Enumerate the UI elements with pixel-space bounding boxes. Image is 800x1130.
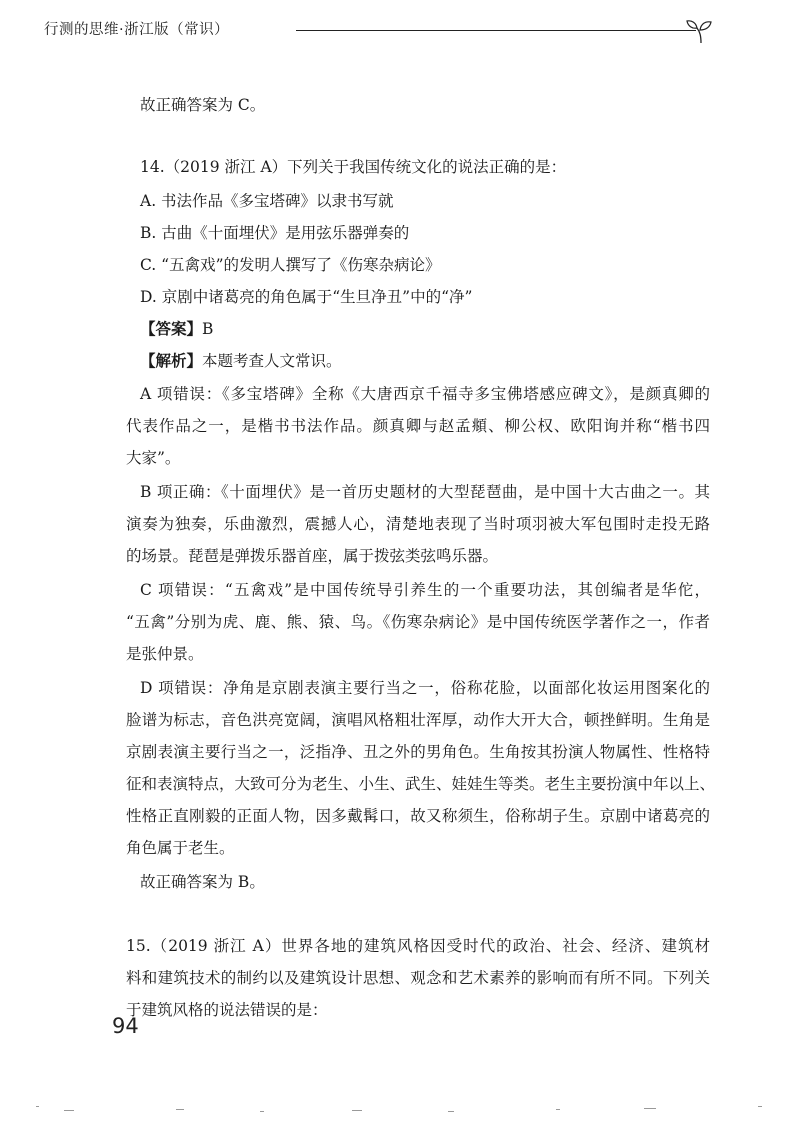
header-rule [296, 30, 696, 31]
para-d-line-3: 京剧表演主要行当之一，泛指净、丑之外的男角色。生角按其扮演人物属性、性格特 [126, 743, 710, 761]
q14-analysis [140, 351, 342, 371]
q15-stem-line-3: 于建筑风格的说法错误的是： [126, 1001, 328, 1019]
answer-label: 【答案】 [140, 319, 203, 338]
answer-value: B [202, 320, 214, 338]
q14-stem: 14.（2019 浙江 A）下列关于我国传统文化的说法正确的是： [140, 158, 567, 176]
para-b-line-1: B 项正确：《十面埋伏》是一首历史题材的大型琵琶曲，是中国十大古曲之一。其 [140, 483, 710, 501]
para-b-line-2: 演奏为独奏，乐曲激烈，震撼人心，清楚地表现了当时项羽被大军包围时走投无路 [126, 515, 710, 533]
para-a-line-2: 代表作品之一，是楷书书法作品。颜真卿与赵孟頫、柳公权、欧阳询并称“楷书四 [126, 417, 710, 435]
para-c-line-3: 是张仲景。 [126, 645, 204, 663]
para-c-line-2: “五禽”分别为虎、鹿、熊、猿、鸟。《伤寒杂病论》是中国传统医学著作之一，作者 [126, 613, 710, 631]
q15-stem-line-1: 15.（2019 浙江 A）世界各地的建筑风格因受时代的政治、社会、经济、建筑材 [126, 937, 710, 955]
q14-option-a: A. 书法作品《多宝塔碑》以隶书写就 [140, 192, 394, 210]
para-a-line-3: 大家”。 [126, 449, 181, 467]
q14-option-b: B. 古曲《十面埋伏》是用弦乐器弹奏的 [140, 224, 410, 242]
page-number: 94 [112, 1014, 139, 1038]
q14-answer [140, 319, 213, 339]
para-d-line-6: 角色属于老生。 [126, 839, 235, 857]
scan-specks [0, 1100, 800, 1130]
q14-option-d: D. 京剧中诸葛亮的角色属于“生旦净丑”中的“净” [140, 288, 473, 306]
q15-stem-line-2: 料和建筑技术的制约以及建筑设计思想、观念和艺术素养的影响而有所不同。下列关 [126, 969, 710, 987]
previous-conclusion: 故正确答案为 C。 [140, 96, 266, 114]
q14-conclusion: 故正确答案为 B。 [140, 873, 265, 891]
para-d-line-1: D 项错误：净角是京剧表演主要行当之一，俗称花脸，以面部化妆运用图案化的 [140, 679, 710, 697]
para-b-line-3: 的场景。琵琶是弹拨乐器首座，属于拨弦类弦鸣乐器。 [126, 547, 499, 565]
para-d-line-2: 脸谱为标志，音色洪亮宽阔，演唱风格粗壮浑厚，动作大开大合，顿挫鲜明。生角是 [126, 711, 710, 729]
header-title: 行测的思维·浙江版（常识） [44, 22, 230, 38]
para-c-line-1: C 项错误：“五禽戏”是中国传统导引养生的一个重要功法，其创编者是华佗， [140, 581, 710, 599]
para-d-line-5: 性格正直刚毅的正面人物，因多戴髯口，故又称须生，俗称胡子生。京剧中诸葛亮的 [126, 807, 710, 825]
analysis-text: 本题考查人文常识。 [202, 352, 342, 370]
para-a-line-1: A 项错误：《多宝塔碑》全称《大唐西京千福寺多宝佛塔感应碑文》，是颜真卿的 [140, 385, 710, 403]
sprout-icon [684, 16, 720, 46]
q14-option-c: C. “五禽戏”的发明人撰写了《伤寒杂病论》 [140, 256, 441, 274]
running-header [0, 16, 800, 46]
para-d-line-4: 征和表演特点，大致可分为老生、小生、武生、娃娃生等类。老生主要扮演中年以上、 [126, 775, 716, 793]
analysis-label: 【解析】 [140, 351, 203, 370]
